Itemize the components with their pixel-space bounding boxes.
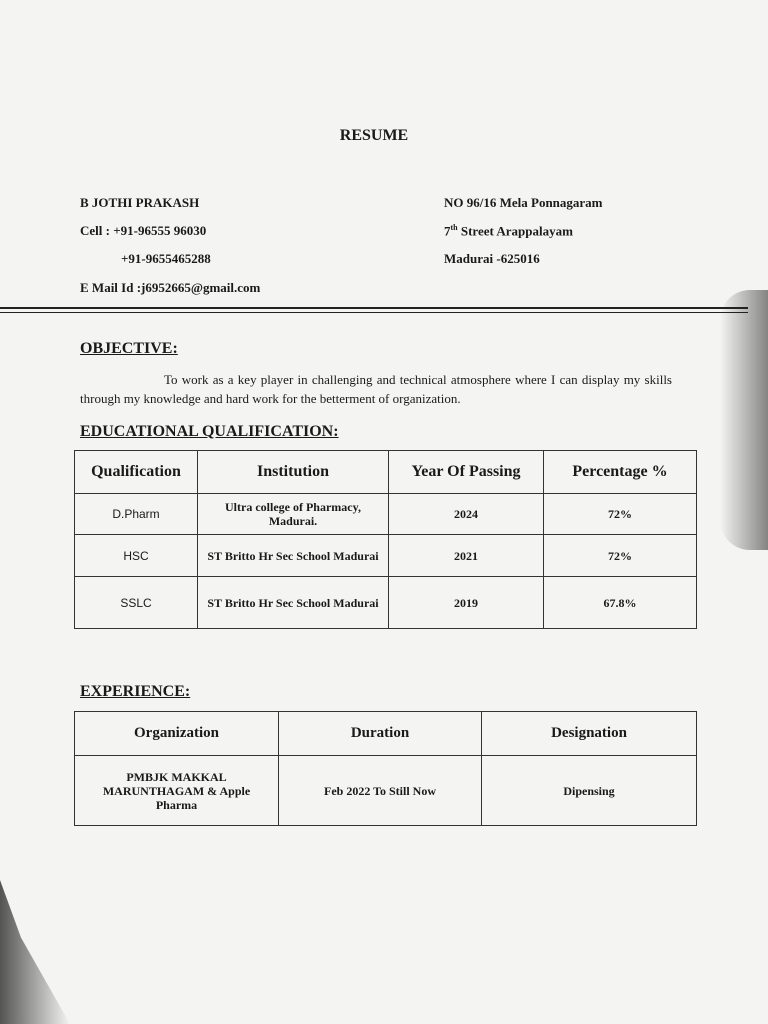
objective-heading: OBJECTIVE: [80,340,178,357]
institution-cell: ST Britto Hr Sec School Madurai [198,577,389,629]
designation-cell: Dipensing [482,756,697,826]
institution-cell: Ultra college of Pharmacy, Madurai. [198,494,389,535]
percentage-cell: 72% [544,535,697,577]
header-divider-thin [0,312,748,313]
resume-title: RESUME [339,127,409,144]
table-row [75,577,697,629]
table-row [75,535,697,577]
address-line-2: 7th Street Arappalayam [444,223,573,239]
cell-number-2: +91-9655465288 [121,251,211,266]
institution-cell: ST Britto Hr Sec School Madurai [198,535,389,577]
organization-cell: PMBJK MAKKAL MARUNTHAGAM & Apple Pharma [75,756,279,826]
year-cell: 2021 [389,535,544,577]
table-header-row [75,451,697,494]
address-line-1: NO 96/16 Mela Ponnagaram [444,195,603,210]
education-table [74,450,697,629]
qualification-cell: D.Pharm [75,494,198,535]
column-header: Organization [75,712,279,756]
year-cell: 2024 [389,494,544,535]
email-address: E Mail Id :j6952665@gmail.com [80,280,261,295]
column-header: Institution [198,451,389,494]
qualification-cell: HSC [75,535,198,577]
table-row [75,494,697,535]
objective-text: To work as a key player in challenging and technical atmosphere where I can display my skills through my knowledge and hard work for the betterment of organization. [80,372,672,406]
education-heading: EDUCATIONAL QUALIFICATION: [80,423,339,440]
duration-cell: Feb 2022 To Still Now [279,756,482,826]
address-line-3: Madurai -625016 [444,251,540,266]
percentage-cell: 72% [544,494,697,535]
cell-number: Cell : +91-96555 96030 [80,223,207,238]
header-divider [0,307,748,309]
year-cell: 2019 [389,577,544,629]
column-header: Year Of Passing [389,451,544,494]
percentage-cell: 67.8% [544,577,697,629]
column-header: Designation [482,712,697,756]
column-header: Qualification [75,451,198,494]
table-row [75,756,697,826]
experience-heading: EXPERIENCE: [80,683,191,700]
qualification-cell: SSLC [75,577,198,629]
page-shadow-left [0,880,70,1024]
experience-table [74,711,697,826]
page-shadow-right [720,290,768,550]
column-header: Percentage % [544,451,697,494]
column-header: Duration [279,712,482,756]
table-header-row [75,712,697,756]
candidate-name: B JOTHI PRAKASH [80,195,200,210]
